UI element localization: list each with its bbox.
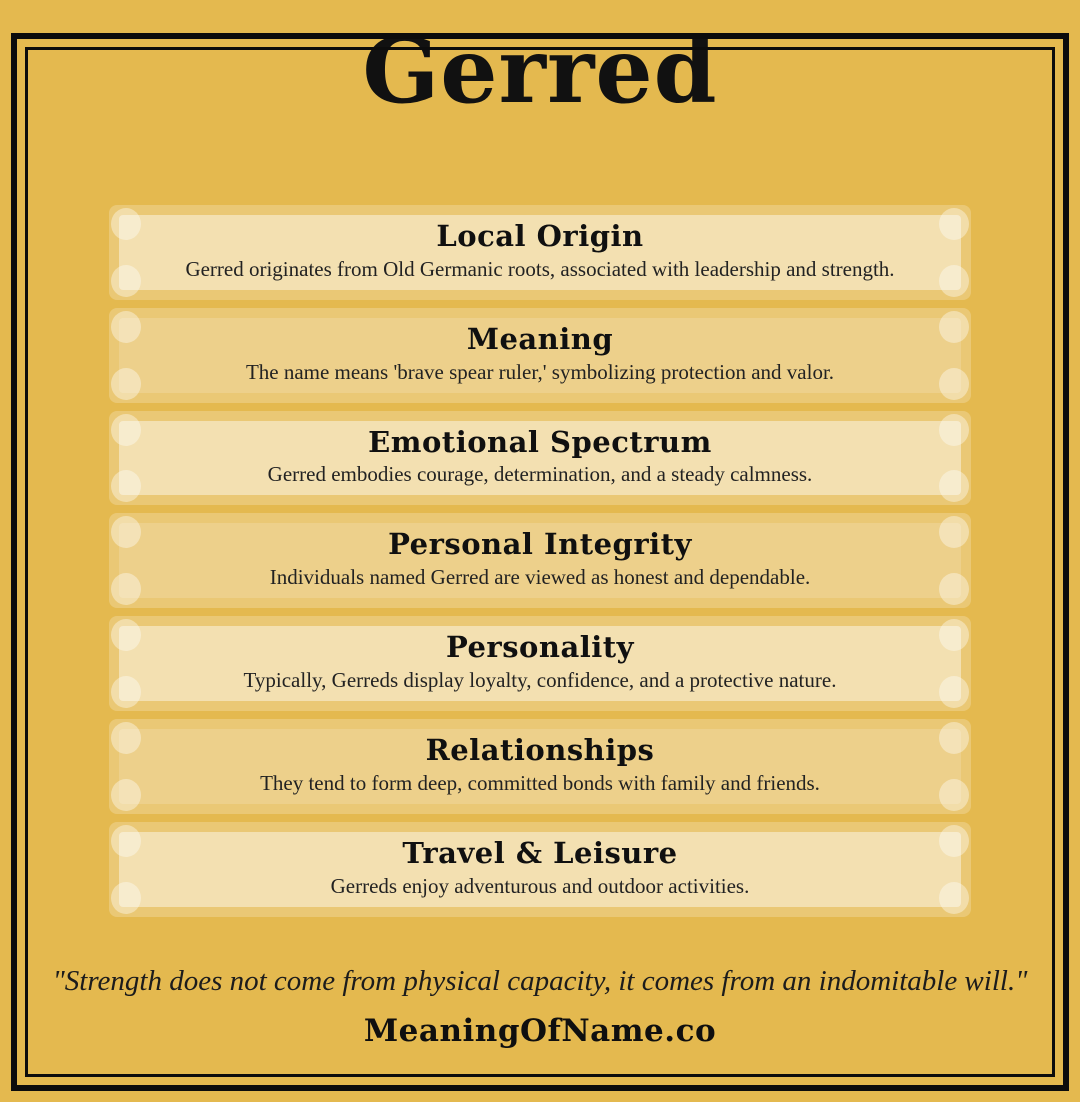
- corner-dot-icon: [939, 311, 969, 343]
- corner-dot-icon: [111, 368, 141, 400]
- corner-dot-icon: [939, 779, 969, 811]
- section-content: [119, 215, 961, 290]
- section-card: [109, 411, 971, 506]
- brand-name: MeaningOfName.co: [363, 1013, 717, 1050]
- corner-dot-icon: [939, 470, 969, 502]
- section-body: Gerred originates from Old Germanic roots, associated with leadership and strength.: [185, 256, 895, 281]
- corner-dot-icon: [939, 619, 969, 651]
- section-heading: Meaning: [466, 321, 614, 356]
- corner-dot-icon: [939, 825, 969, 857]
- corner-dot-icon: [939, 414, 969, 446]
- corner-dot-icon: [939, 265, 969, 297]
- section-body: Individuals named Gerred are viewed as honest and dependable.: [269, 565, 811, 590]
- corner-dot-icon: [939, 516, 969, 548]
- section-heading: Travel & Leisure: [402, 835, 678, 870]
- corner-dot-icon: [111, 311, 141, 343]
- corner-dot-icon: [111, 779, 141, 811]
- section-card: [109, 822, 971, 917]
- section-heading: Emotional Spectrum: [368, 424, 712, 459]
- corner-dot-icon: [111, 470, 141, 502]
- section-card: [109, 616, 971, 711]
- section-body: The name means 'brave spear ruler,' symbolizing protection and valor.: [245, 359, 835, 384]
- corner-dot-icon: [939, 368, 969, 400]
- corner-dot-icon: [111, 414, 141, 446]
- corner-dot-icon: [111, 265, 141, 297]
- corner-dot-icon: [939, 882, 969, 914]
- sections-list: [109, 205, 971, 917]
- corner-dot-icon: [939, 573, 969, 605]
- corner-dot-icon: [939, 722, 969, 754]
- section-body: They tend to form deep, committed bonds with family and friends.: [260, 770, 820, 795]
- corner-dot-icon: [111, 882, 141, 914]
- footer: [0, 963, 1080, 1049]
- section-heading: Personal Integrity: [388, 527, 692, 562]
- section-body: Gerred embodies courage, determination, and a steady calmness.: [267, 462, 813, 487]
- corner-dot-icon: [111, 573, 141, 605]
- section-card: [109, 513, 971, 608]
- quote-text: "Strength does not come from physical capacity, it comes from an indomitable will.": [52, 964, 1028, 997]
- header: [0, 18, 1080, 124]
- section-heading: Local Origin: [436, 219, 644, 253]
- section-heading: Relationships: [425, 733, 655, 768]
- section-content: [119, 626, 961, 701]
- section-content: [119, 832, 961, 907]
- corner-dot-icon: [111, 676, 141, 708]
- corner-dot-icon: [111, 825, 141, 857]
- page-title: Gerred: [362, 18, 718, 124]
- section-heading: Personality: [445, 630, 635, 665]
- section-body: Gerreds enjoy adventurous and outdoor activities.: [330, 873, 750, 898]
- section-content: [119, 729, 961, 804]
- corner-dot-icon: [939, 208, 969, 240]
- corner-dot-icon: [111, 722, 141, 754]
- section-card: [109, 308, 971, 403]
- section-card: [109, 205, 971, 300]
- section-content: [119, 318, 961, 393]
- section-content: [119, 523, 961, 598]
- section-body: Typically, Gerreds display loyalty, confidence, and a protective nature.: [243, 668, 837, 693]
- corner-dot-icon: [939, 676, 969, 708]
- section-card: [109, 719, 971, 814]
- section-content: [119, 421, 961, 496]
- corner-dot-icon: [111, 208, 141, 240]
